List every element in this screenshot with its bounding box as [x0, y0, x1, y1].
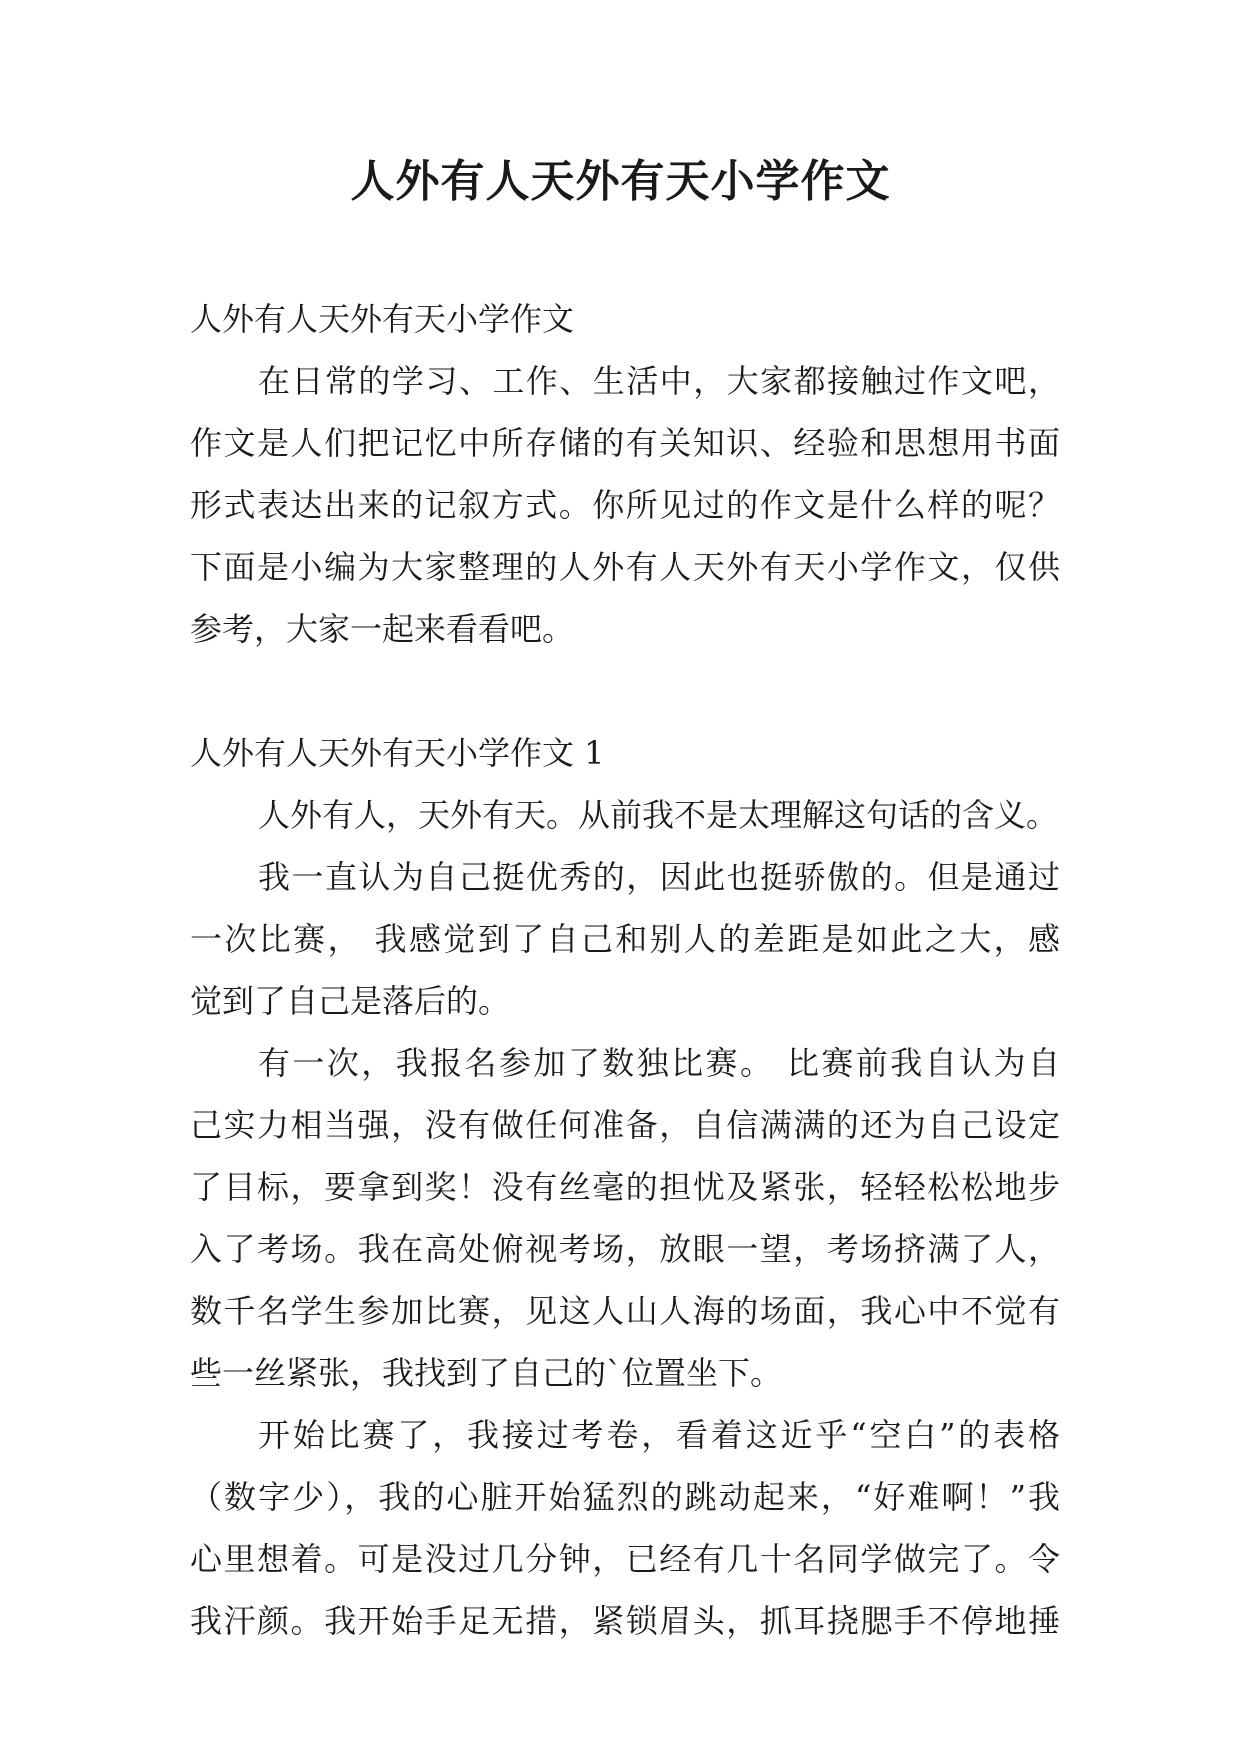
- paragraph-line: 下面是小编为大家整理的人外有人天外有天小学作文，仅供: [190, 548, 1060, 586]
- paragraph-1: [190, 784, 1060, 846]
- paragraph-line: （数字少），我的心脏开始猛烈的跳动起来，“好难啊！”我: [190, 1478, 1060, 1516]
- paragraph-line: 参考，大家一起来看看吧。: [190, 610, 575, 648]
- paragraph-line: 人外有人，天外有天。从前我不是太理解这句话的含义。: [258, 796, 1059, 834]
- paragraph-line: 些一丝紧张，我找到了自己的`位置坐下。: [190, 1354, 783, 1392]
- paragraph-line: 入了考场。我在高处俯视考场，放眼一望，考场挤满了人，: [190, 1230, 1060, 1268]
- paragraph-line: 我一直认为自己挺优秀的，因此也挺骄傲的。但是通过: [258, 858, 1060, 896]
- paragraph-line: 我汗颜。我开始手足无措，紧锁眉头，抓耳挠腮手不停地捶: [190, 1602, 1060, 1640]
- subtitle: 人外有人天外有天小学作文: [190, 300, 575, 338]
- paragraph-2: [190, 846, 1060, 1032]
- paragraph-line: 形式表达出来的记叙方式。你所见过的作文是什么样的呢？: [190, 486, 1060, 524]
- document-body: [190, 288, 1060, 1652]
- paragraph-4: [190, 1404, 1060, 1652]
- paragraph-3: [190, 1032, 1060, 1404]
- section-heading: 人外有人天外有天小学作文 1: [190, 734, 605, 772]
- paragraph-line: 有一次，我报名参加了数独比赛。 比赛前我自认为自: [258, 1044, 1060, 1082]
- paragraph-line: 己实力相当强，没有做任何准备，自信满满的还为自己设定: [190, 1106, 1060, 1144]
- document-title: 人外有人天外有天小学作文: [350, 156, 891, 207]
- paragraph-line: 数千名学生参加比赛，见这人山人海的场面，我心中不觉有: [190, 1292, 1060, 1330]
- paragraph-line: 心里想着。可是没过几分钟，已经有几十名同学做完了。令: [190, 1540, 1060, 1578]
- paragraph-line: 作文是人们把记忆中所存储的有关知识、经验和思想用书面: [190, 424, 1060, 462]
- blank-line: [190, 660, 1060, 722]
- intro-paragraph: [190, 350, 1060, 660]
- paragraph-line: 觉到了自己是落后的。: [190, 982, 511, 1020]
- paragraph-line: 了目标，要拿到奖！没有丝毫的担忧及紧张，轻轻松松地步: [190, 1168, 1060, 1206]
- paragraph-line: 一次比赛， 我感觉到了自己和别人的差距是如此之大，感: [190, 920, 1060, 958]
- paragraph-line: 开始比赛了，我接过考卷，看着这近乎“空白”的表格: [258, 1416, 1060, 1454]
- paragraph-line: 在日常的学习、工作、生活中，大家都接触过作文吧，: [258, 362, 1060, 400]
